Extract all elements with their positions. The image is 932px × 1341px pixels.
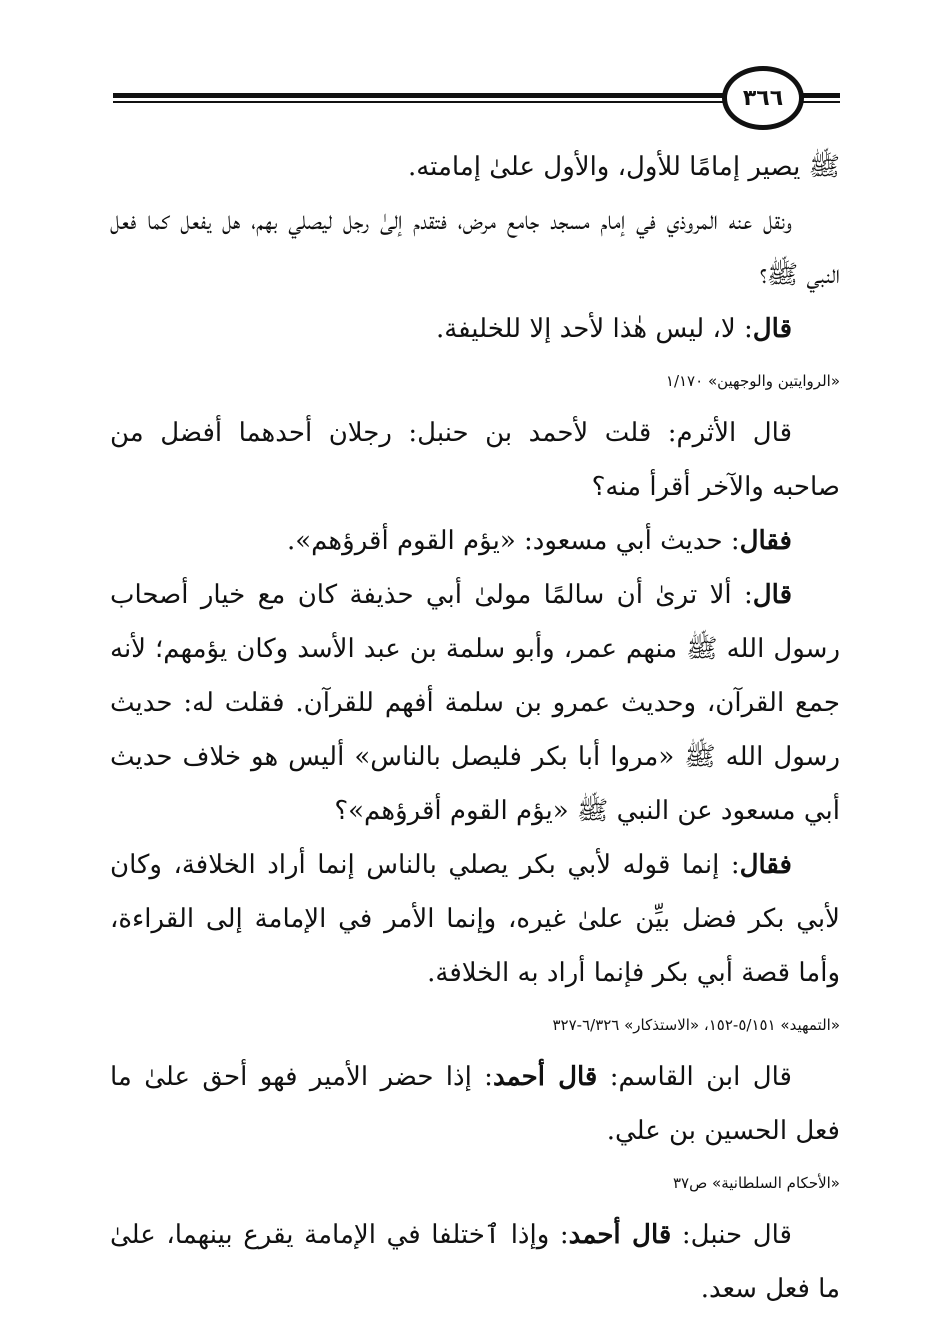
paragraph-2 <box>110 194 840 302</box>
paragraph-7-text: : إنما قوله لأبي بكر يصلي بالناس إنما أراد الخلافة، وكان لأبي بكر فضل بيِّن علىٰ غيره، وإنما الأمر في الإمامة إلى القراءة، وأما قصة أبي بكر فإنما أراد به الخلافة. <box>110 850 840 988</box>
paragraph-9-prefix: قال حنبل: <box>671 1220 792 1250</box>
paragraph-6-lead: قال <box>752 580 792 610</box>
paragraph-5-text: : حديث أبي مسعود: «يؤم القوم أقرؤهم». <box>286 526 740 556</box>
paragraph-2-text: ونقل عنه المروذي في إمام مسجد جامع مرض، فتقدم إلىٰ رجل ليصلي بهم، هل يفعل كما فعل النبي ﷺ؟ <box>110 206 840 290</box>
source-citation-3: «الأحكام السلطانية» ص٣٧ <box>673 1174 840 1192</box>
page-content <box>110 140 840 1316</box>
paragraph-4-text: قال الأثرم: قلت لأحمد بن حنبل: رجلان أحدهما أفضل من صاحبه والآخر أقرأ منه؟ <box>110 418 840 502</box>
paragraph-3 <box>110 302 840 356</box>
header-rule-thin <box>113 101 733 103</box>
page-header <box>0 0 932 140</box>
header-rule-right-thick <box>800 93 840 98</box>
page-number: ٣٦٦ <box>742 85 784 111</box>
paragraph-1-text: ﷺ يصير إمامًا للأول، والأول علىٰ إمامته. <box>407 152 840 182</box>
paragraph-7-lead: فقال <box>739 850 792 880</box>
paragraph-8-lead: قال أحمد <box>492 1062 598 1092</box>
header-rule-right-thin <box>800 101 840 103</box>
source-citation-1: «الروايتين والوجهين» ١/١٧٠ <box>665 372 840 390</box>
paragraph-4 <box>110 406 840 514</box>
paragraph-1 <box>110 140 840 194</box>
paragraph-9-text: : وإذا ٱختلفا في الإمامة يقرع بينهما، علىٰ ما فعل سعد. <box>110 1220 840 1304</box>
paragraph-3-lead: قال <box>752 314 792 344</box>
paragraph-3-text: : لا، ليس هٰذا لأحد إلا للخليفة. <box>435 314 753 344</box>
paragraph-7 <box>110 838 840 1000</box>
paragraph-9 <box>110 1208 840 1316</box>
paragraph-6 <box>110 568 840 838</box>
paragraph-8-prefix: قال ابن القاسم: <box>597 1062 792 1092</box>
source-citation-2: «التمهيد» ٥/١٥١-١٥٢، «الاستذكار» ٦/٣٢٦-٣٢٧ <box>552 1016 840 1034</box>
paragraph-8 <box>110 1050 840 1158</box>
paragraph-5 <box>110 514 840 568</box>
paragraph-6-text: : ألا ترىٰ أن سالمًا مولىٰ أبي حذيفة كان مع خيار أصحاب رسول الله ﷺ منهم عمر، وأبو سلمة بن عبد الأسد وكان يؤمهم؛ لأنه جمع القرآن، وحديث عمرو بن سلمة أفهم للقرآن. فقلت له: حديث رسول الله ﷺ «مروا أبا بكر فليصل بالناس» أليس هو خلاف حديث أبي مسعود عن النبي ﷺ «يؤم القوم أقرؤهم»؟ <box>110 580 840 826</box>
paragraph-5-lead: فقال <box>739 526 792 556</box>
paragraph-9-lead: قال أحمد <box>568 1220 672 1250</box>
header-rule-thick <box>113 93 733 98</box>
page-number-badge <box>722 66 804 130</box>
paragraph-8-text: : إذا حضر الأمير فهو أحق علىٰ ما فعل الحسين بن علي. <box>110 1062 840 1146</box>
